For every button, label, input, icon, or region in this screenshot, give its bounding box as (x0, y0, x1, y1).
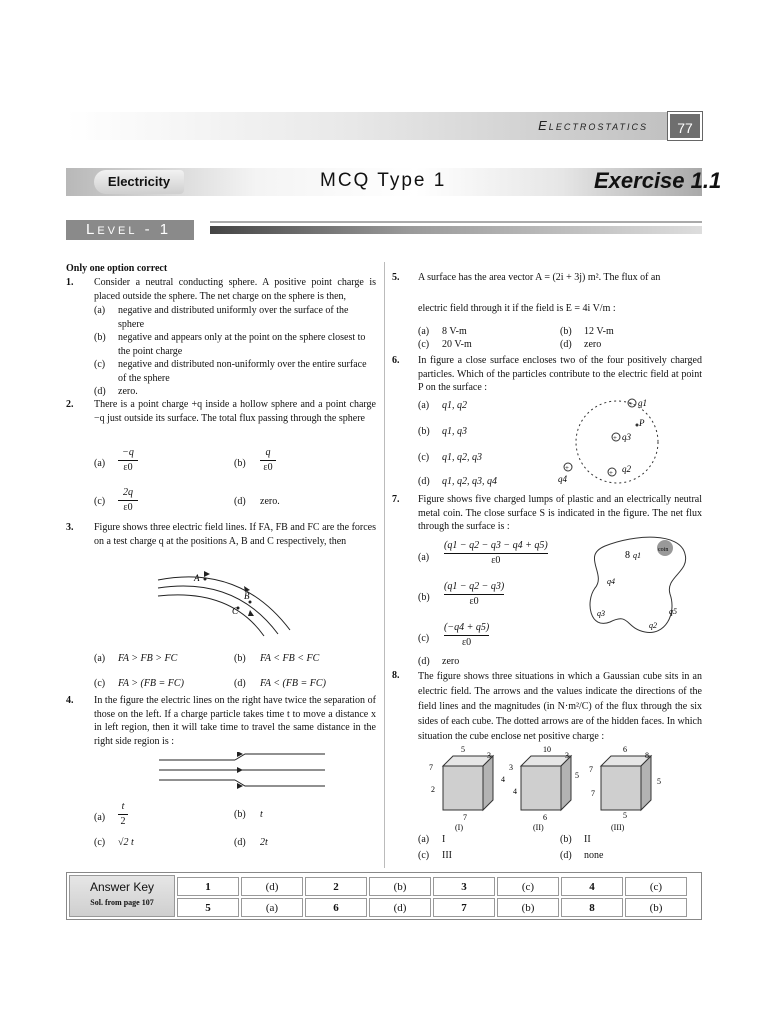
q7-option-b-label: (b) (418, 592, 430, 603)
q5-text-line1: A surface has the area vector A = (2i + 3j) m². The flux of an (418, 272, 661, 283)
exercise-title: Exercise 1.1 (594, 168, 722, 193)
q5-option-d-label: (d) (560, 339, 572, 350)
q6-closed-surface-figure (552, 392, 676, 486)
q2-option-d: zero. (260, 496, 280, 507)
q2-c-numerator: 2q (123, 487, 133, 498)
subject-badge: Electricity (94, 170, 184, 194)
chapter-title: Electrostatics (538, 118, 648, 133)
q2-option-b (260, 446, 276, 474)
q6-plus-4: + (565, 464, 569, 472)
q6-plus-3: + (609, 469, 613, 477)
q4-text: In the figure the electric lines on the right have twice the separation of those on the left. If a charge particle takes time t to move a distance x in left region, then it will take time to travel the same distance in the right side region is : (94, 695, 376, 747)
q5-text-line2: electric field through it if the field is E = 4i V/m : (418, 303, 616, 314)
q2-option-c (118, 486, 138, 514)
q8-option-c-label: (c) (418, 850, 430, 861)
q7-option-c-label: (c) (418, 633, 430, 644)
cube2-flux-front: 3 (509, 763, 513, 772)
q2-number: 2. (66, 399, 74, 410)
q2-option-d-label: (d) (234, 496, 246, 507)
q6-label-p: P (639, 418, 645, 428)
q6-option-d: q1, q2, q3, q4 (442, 476, 497, 487)
cube1-flux-front: 7 (429, 763, 433, 772)
q6-option-c: q1, q2, q3 (442, 452, 482, 463)
q6-number: 6. (392, 355, 400, 366)
ak-cell: 2 (305, 877, 367, 896)
q3-option-c-label: (c) (94, 678, 106, 689)
q7-option-c (444, 621, 489, 649)
level-stripe (210, 226, 702, 234)
q3-label-a: A (194, 573, 200, 583)
cube3-flux-front: 7 (589, 765, 593, 774)
answer-key-row-1 (177, 877, 687, 896)
level-stripe-thin (210, 221, 702, 223)
q8-option-a-label: (a) (418, 834, 430, 845)
q7-c-numerator: (−q4 + q5) (444, 622, 490, 633)
q7-a-denominator: ε0 (491, 554, 501, 566)
ak-cell: 4 (561, 877, 623, 896)
q4-option-c: √2 t (118, 837, 134, 848)
q5-option-d: zero (584, 339, 602, 350)
q6-option-c-label: (c) (418, 452, 430, 463)
q7-option-b (444, 580, 504, 608)
q4-number: 4. (66, 695, 74, 706)
cube3-flux-bottom: 5 (623, 811, 627, 820)
q7-label-coin: coin (658, 547, 669, 553)
q7-label-q1: q1 (633, 551, 641, 560)
cube1-flux-top: 5 (461, 746, 465, 754)
q3-option-b: FA < FB < FC (260, 653, 320, 664)
q4-option-d: 2t (260, 837, 268, 848)
q4-option-a (118, 800, 128, 828)
cube2-flux-right: 5 (575, 771, 579, 780)
cube2-flux-bottom: 6 (543, 813, 547, 822)
q7-c-denominator: ε0 (461, 636, 472, 648)
cube1-flux-right: 4 (501, 775, 505, 784)
answer-key-sol: Sol. from page 107 (90, 898, 154, 907)
q8-number: 8. (392, 670, 400, 681)
q6-label-q2: q2 (622, 464, 631, 474)
cube3-flux-left: 7 (591, 789, 595, 798)
q7-text: Figure shows five charged lumps of plastic and an electrically neutral metal coin. The close surface S is indicated in the figure. The net flux through the surface is : (418, 494, 702, 532)
answer-key-table (175, 875, 689, 919)
q1-option-c-label: (c) (94, 359, 106, 370)
q2-option-a-label: (a) (94, 458, 106, 469)
q4-a-denominator: 2 (120, 815, 126, 827)
q1-option-b: negative and appears only at the point on the sphere closest to the point charge (118, 332, 366, 357)
q6-option-d-label: (d) (418, 476, 430, 487)
ak-cell: (a) (241, 898, 303, 917)
q5-number: 5. (392, 272, 400, 283)
q8-option-b-label: (b) (560, 834, 572, 845)
q6-plus-1: + (629, 400, 633, 408)
q8-text: The figure shows three situations in which a Gaussian cube sits in an electric field. The arrows and the values indicate the directions of the field lines and the magnitudes (in N·m²/C) of the flux through the six sides of each cube. The dotted arrows are of the hidden faces. In which situation the cube enclose net positive charge : (418, 671, 702, 742)
q6-label-q3: q3 (622, 432, 631, 442)
q6-option-a-label: (a) (418, 400, 430, 411)
ak-cell: 7 (433, 898, 495, 917)
q5-option-c-label: (c) (418, 339, 430, 350)
q1-option-a: negative and distributed uniformly over the surface of the sphere (118, 305, 349, 330)
q2-c-denominator: ε0 (123, 501, 133, 513)
cube-2 (509, 746, 579, 832)
q2-b-denominator: ε0 (263, 461, 273, 473)
q4-field-lines-figure (155, 752, 330, 792)
q7-option-d: zero (442, 656, 460, 667)
q7-option-a-label: (a) (418, 552, 430, 563)
answer-key-header (69, 875, 175, 917)
q3-option-b-label: (b) (234, 653, 246, 664)
q1-option-c: negative and distributed non-uniformly over the entire surface of the sphere (118, 359, 367, 384)
q7-option-d-label: (d) (418, 656, 430, 667)
mcq-title: MCQ Type 1 (320, 170, 447, 191)
q7-lump-1: 8 (625, 550, 630, 561)
cube1-flux-bottom: 7 (463, 813, 467, 822)
q7-label-q5: q5 (669, 607, 677, 616)
q6-text: In figure a close surface encloses two of the four positively charged particles. Which of the particles contribute to the electric field at point P on the surface : (418, 355, 702, 393)
q2-option-c-label: (c) (94, 496, 106, 507)
q8-option-a: I (442, 834, 446, 845)
cube3-flux-right: 5 (657, 777, 661, 786)
q8-cubes-figure (425, 746, 675, 832)
q4-option-c-label: (c) (94, 837, 106, 848)
ak-cell: (d) (241, 877, 303, 896)
ak-cell: 8 (561, 898, 623, 917)
q4-option-b: t (260, 809, 263, 820)
ak-cell: (b) (625, 898, 687, 917)
ak-cell: 3 (433, 877, 495, 896)
q7-b-denominator: ε0 (469, 595, 479, 607)
cube2-flux-back: 3 (565, 751, 569, 760)
q3-option-a-label: (a) (94, 653, 106, 664)
q2-a-denominator: ε0 (123, 461, 133, 473)
q7-label-q2: q2 (649, 621, 657, 630)
q4-option-a-label: (a) (94, 812, 106, 823)
q7-lumps-figure (585, 532, 695, 642)
q4-option-d-label: (d) (234, 837, 246, 848)
q5-option-a: 8 V-m (442, 326, 467, 337)
level-label: Level - 1 (66, 220, 194, 240)
cube1-flux-left: 2 (431, 785, 435, 794)
q8-option-c: III (442, 850, 452, 861)
q7-label-q3: q3 (597, 609, 605, 618)
q8-option-d-label: (d) (560, 850, 572, 861)
q4-a-numerator: t (121, 801, 125, 812)
q3-option-a: FA > FB > FC (118, 653, 178, 664)
section-heading: Only one option correct (66, 263, 168, 274)
cube1-label: (I) (455, 823, 463, 832)
q7-label-q4: q4 (607, 577, 615, 586)
q8-option-b: II (584, 834, 591, 845)
q6-plus-2: + (613, 434, 617, 442)
cube1-flux-back: 3 (487, 751, 491, 760)
q6-label-q4: q4 (558, 474, 567, 484)
cube-1 (429, 746, 505, 832)
q3-number: 3. (66, 522, 74, 533)
q1-option-b-label: (b) (94, 332, 106, 343)
cube3-flux-back: 8 (645, 751, 649, 760)
q4-option-b-label: (b) (234, 809, 246, 820)
q2-b-numerator: q (265, 447, 271, 458)
cube-3 (589, 746, 661, 832)
q1-text: Consider a neutral conducting sphere. A positive point charge is placed outside the sphere. The net charge on the sphere is then, (94, 277, 376, 302)
q5-option-b-label: (b) (560, 326, 572, 337)
ak-cell: (c) (497, 877, 559, 896)
ak-cell: (d) (369, 898, 431, 917)
q5-option-c: 20 V-m (442, 339, 472, 350)
q3-option-c: FA > (FB = FC) (118, 678, 184, 689)
ak-cell: 5 (177, 898, 239, 917)
q3-field-lines-figure (150, 568, 300, 638)
page-number: 77 (668, 112, 702, 140)
q1-option-d-label: (d) (94, 386, 106, 397)
q3-text: Figure shows three electric field lines. If FA, FB and FC are the forces on a test charge q at the positions A, B and C respectively, then (94, 522, 376, 547)
q1-number: 1. (66, 277, 74, 288)
q3-label-b: B (244, 591, 250, 601)
cube2-flux-left: 4 (513, 787, 517, 796)
answer-key-row-2 (177, 898, 687, 917)
q8-option-d: none (584, 850, 604, 861)
q5-option-b: 12 V-m (584, 326, 614, 337)
q3-option-d: FA < (FB = FC) (260, 678, 326, 689)
q7-option-a (444, 539, 548, 567)
cube2-flux-top: 10 (543, 746, 551, 754)
column-divider (384, 262, 385, 868)
q6-option-b-label: (b) (418, 426, 430, 437)
q2-option-a (118, 446, 138, 474)
ak-cell: (c) (625, 877, 687, 896)
answer-key-title: Answer Key (89, 880, 155, 894)
ak-cell: 1 (177, 877, 239, 896)
q2-a-numerator: −q (122, 447, 134, 458)
cube3-flux-top: 6 (623, 746, 627, 754)
q1-option-a-label: (a) (94, 305, 106, 316)
q5-option-a-label: (a) (418, 326, 430, 337)
cube3-label: (III) (611, 823, 625, 832)
answer-key (66, 872, 702, 920)
q3-label-c: C (232, 606, 239, 616)
q2-option-b-label: (b) (234, 458, 246, 469)
cube2-label: (II) (533, 823, 544, 832)
q2-text: There is a point charge +q inside a hollow sphere and a point charge −q just outside its surface. The total flux passing through the sphere (94, 399, 376, 424)
ak-cell: 6 (305, 898, 367, 917)
q6-label-q1: q1 (638, 398, 647, 408)
q3-option-d-label: (d) (234, 678, 246, 689)
ak-cell: (b) (497, 898, 559, 917)
q6-option-b: q1, q3 (442, 426, 467, 437)
q7-b-numerator: (q1 − q2 − q3) (444, 581, 505, 592)
ak-cell: (b) (369, 877, 431, 896)
q6-option-a: q1, q2 (442, 400, 467, 411)
q7-number: 7. (392, 494, 400, 505)
q7-a-numerator: (q1 − q2 − q3 − q4 + q5) (444, 540, 548, 551)
q1-option-d: zero. (118, 386, 138, 397)
